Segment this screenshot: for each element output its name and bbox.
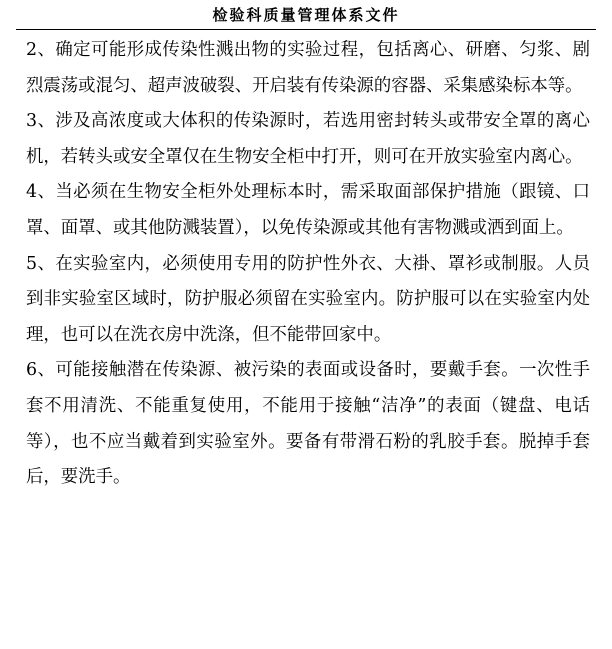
paragraph-4: 4、当必须在生物安全柜外处理标本时，需采取面部保护措施（跟镜、口罩、面罩、或其他防溅装置），以免传染源或其他有害物溅或洒到面上。 bbox=[26, 182, 590, 238]
paragraph-2: 2、确定可能形成传染性溅出物的实验过程，包括离心、研磨、匀浆、剧烈震荡或混匀、超声波破裂、开启装有传染源的容器、采集感染标本等。 bbox=[26, 40, 590, 96]
paragraph-3: 3、涉及高浓度或大体积的传染源时，若选用密封转头或带安全罩的离心机，若转头或安全罩仅在生物安全柜中打开，则可在开放实验室内离心。 bbox=[26, 111, 590, 167]
document-body bbox=[26, 33, 590, 496]
page-header: 检验科质量管理体系文件 bbox=[16, 0, 596, 30]
paragraph-6: 6、可能接触潜在传染源、被污染的表面或设备时，要戴手套。一次性手套不用清洗、不能重复使用，不能用于接触“洁净”的表面（键盘、电话等），也不应当戴着到实验室外。要备有带滑石粉的乳胶手套。脱掉手套后，要洗手。 bbox=[26, 360, 590, 488]
paragraph-5: 5、在实验室内，必须使用专用的防护性外衣、大褂、罩衫或制服。人员到非实验室区域时，防护服必须留在实验室内。防护服可以在实验室内处理，也可以在洗衣房中洗涤，但不能带回家中。 bbox=[26, 253, 590, 345]
